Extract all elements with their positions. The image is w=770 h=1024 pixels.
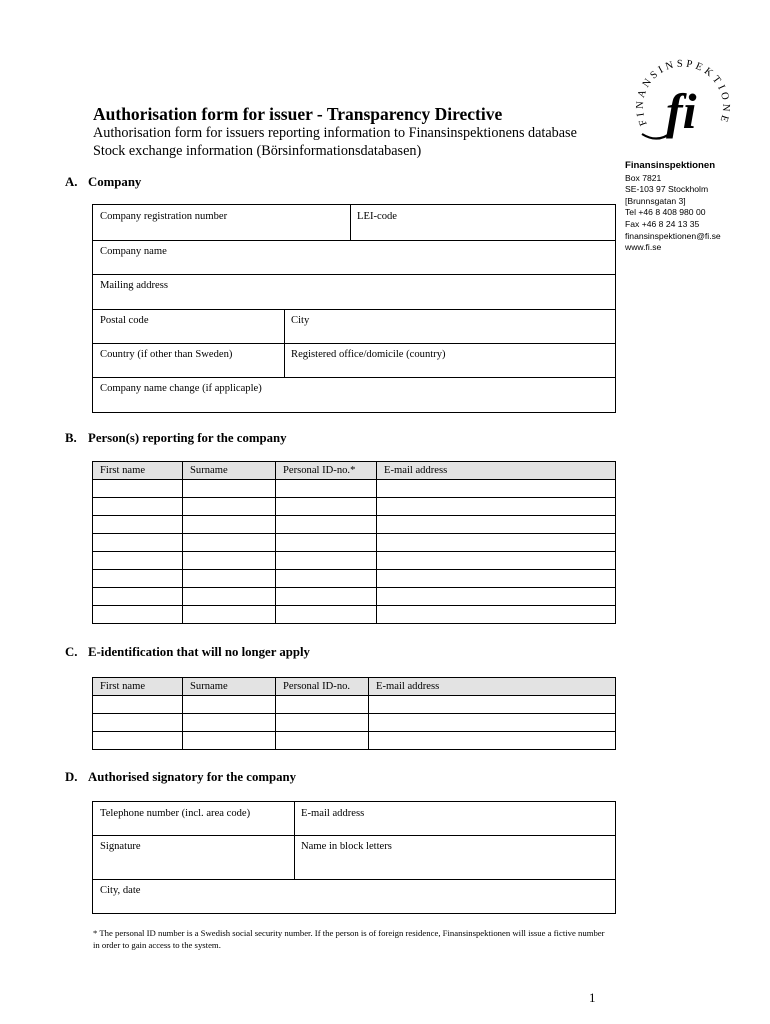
table-input-cell[interactable] [93, 516, 183, 534]
table-input-cell[interactable] [276, 732, 369, 750]
company-name-change-label: Company name change (if applicaple) [100, 383, 262, 394]
table-input-cell[interactable] [276, 552, 377, 570]
section-a-heading [65, 175, 141, 190]
table-input-cell[interactable] [276, 714, 369, 732]
reporting-persons-table [92, 461, 616, 624]
address-line: [Brunnsgatan 3] [625, 195, 686, 206]
table-input-cell[interactable] [369, 714, 616, 732]
company-registration-number-field[interactable] [93, 205, 350, 240]
table-input-cell[interactable] [93, 498, 183, 516]
table-row [93, 696, 616, 714]
table-input-cell[interactable] [183, 570, 276, 588]
table-input-cell[interactable] [183, 696, 276, 714]
column-header: Surname [183, 678, 276, 696]
block-letters-label: Name in block letters [301, 841, 392, 852]
table-row [93, 480, 616, 498]
company-form-box [92, 204, 616, 413]
table-input-cell[interactable] [377, 516, 616, 534]
form-subtitle-line1: Authorisation form for issuers reporting information to Finansinspektionens database [93, 125, 577, 141]
table-input-cell[interactable] [93, 696, 183, 714]
section-a-letter: A. [65, 175, 78, 189]
company-name-field[interactable] [93, 240, 615, 274]
form-title: Authorisation form for issuer - Transparency Directive [93, 104, 503, 124]
company-registration-number-label: Company registration number [100, 211, 228, 222]
table-input-cell[interactable] [183, 552, 276, 570]
table-input-cell[interactable] [276, 696, 369, 714]
company-name-change-field[interactable] [93, 377, 615, 412]
address-line: Fax +46 8 24 13 35 [625, 218, 700, 229]
table-input-cell[interactable] [276, 570, 377, 588]
city-label: City [291, 315, 310, 326]
table-input-cell[interactable] [276, 588, 377, 606]
section-c-title: E-identification that will no longer apply [88, 645, 310, 659]
page-number: 1 [589, 990, 596, 1005]
table-input-cell[interactable] [377, 606, 616, 624]
city-date-field[interactable] [93, 879, 615, 913]
table-row [93, 498, 616, 516]
registered-office-field[interactable] [284, 343, 615, 377]
table-input-cell[interactable] [276, 498, 377, 516]
telephone-label: Telephone number (incl. area code) [100, 808, 251, 819]
table-input-cell[interactable] [183, 606, 276, 624]
column-header: Personal ID-no. [276, 678, 369, 696]
address-line: finansinspektionen@fi.se [625, 230, 721, 241]
country-label: Country (if other than Sweden) [100, 349, 233, 360]
address-block [625, 160, 721, 254]
table-input-cell[interactable] [276, 516, 377, 534]
table-input-cell[interactable] [93, 732, 183, 750]
column-header: Surname [183, 462, 276, 480]
address-line: SE-103 97 Stockholm [625, 184, 709, 195]
table-input-cell[interactable] [93, 480, 183, 498]
table-input-cell[interactable] [93, 714, 183, 732]
section-a-title: Company [88, 175, 142, 189]
table-input-cell[interactable] [183, 516, 276, 534]
signature-field[interactable] [93, 835, 294, 879]
signatory-form-box [92, 801, 616, 914]
postal-code-label: Postal code [100, 315, 149, 326]
section-d-letter: D. [65, 770, 78, 784]
city-field[interactable] [284, 309, 615, 343]
section-c-letter: C. [65, 645, 78, 659]
city-date-label: City, date [100, 885, 141, 896]
table-row [93, 588, 616, 606]
table-input-cell[interactable] [377, 552, 616, 570]
table-input-cell[interactable] [93, 570, 183, 588]
table-input-cell[interactable] [369, 696, 616, 714]
table-input-cell[interactable] [183, 534, 276, 552]
signature-label: Signature [100, 841, 141, 852]
table-input-cell[interactable] [377, 570, 616, 588]
table-input-cell[interactable] [377, 498, 616, 516]
section-b-title: Person(s) reporting for the company [88, 431, 287, 445]
form-subtitle-line2: Stock exchange information (Börsinformationsdatabasen) [93, 143, 422, 159]
column-header: First name [93, 678, 183, 696]
signatory-email-field[interactable] [294, 802, 615, 835]
table-input-cell[interactable] [276, 480, 377, 498]
logo-ring-text: FINANSINSPEKTIONE [634, 58, 732, 128]
column-header: First name [93, 462, 183, 480]
table-input-cell[interactable] [276, 606, 377, 624]
column-header: Personal ID-no.* [276, 462, 377, 480]
lei-code-label: LEI-code [357, 211, 397, 222]
table-input-cell[interactable] [93, 588, 183, 606]
postal-code-field[interactable] [93, 309, 284, 343]
table-input-cell[interactable] [93, 606, 183, 624]
table-row [93, 552, 616, 570]
table-input-cell[interactable] [183, 498, 276, 516]
table-input-cell[interactable] [183, 588, 276, 606]
table-input-cell[interactable] [369, 732, 616, 750]
signatory-email-label: E-mail address [301, 808, 365, 819]
section-d-heading [65, 770, 296, 785]
table-input-cell[interactable] [183, 714, 276, 732]
section-d-title: Authorised signatory for the company [88, 770, 297, 784]
table-input-cell[interactable] [276, 534, 377, 552]
table-input-cell[interactable] [377, 480, 616, 498]
e-identification-table [92, 677, 616, 750]
table-input-cell[interactable] [93, 534, 183, 552]
table-row [93, 714, 616, 732]
table-row [93, 516, 616, 534]
table-row [93, 570, 616, 588]
address-line: www.fi.se [625, 242, 662, 253]
column-header: E-mail address [369, 678, 616, 696]
lei-code-field[interactable] [350, 205, 615, 240]
section-b-letter: B. [65, 431, 77, 445]
table-header-row [93, 678, 616, 696]
table-row [93, 534, 616, 552]
mailing-address-label: Mailing address [100, 280, 168, 291]
telephone-field[interactable] [93, 802, 294, 835]
address-line: Tel +46 8 408 980 00 [625, 207, 706, 218]
section-b-heading [65, 431, 287, 446]
table-header-row [93, 462, 616, 480]
registered-office-label: Registered office/domicile (country) [291, 349, 446, 360]
section-c-heading [65, 645, 310, 660]
table-input-cell[interactable] [377, 588, 616, 606]
footnote: * The personal ID number is a Swedish social security number. If the person is of foreign residence, Finansinspektionen will issue a fictive number in order to gain access to the system. [93, 928, 605, 950]
address-org: Finansinspektionen [625, 160, 716, 171]
finansinspektionen-logo [628, 44, 738, 154]
address-line: Box 7821 [625, 172, 662, 183]
table-row [93, 732, 616, 750]
column-header: E-mail address [377, 462, 616, 480]
table-input-cell[interactable] [183, 480, 276, 498]
table-input-cell[interactable] [93, 552, 183, 570]
block-letters-name-field[interactable] [294, 835, 615, 879]
company-name-label: Company name [100, 246, 167, 257]
table-input-cell[interactable] [183, 732, 276, 750]
country-field[interactable] [93, 343, 284, 377]
table-input-cell[interactable] [377, 534, 616, 552]
logo-monogram: fi [666, 83, 697, 139]
mailing-address-field[interactable] [93, 274, 615, 309]
table-row [93, 606, 616, 624]
